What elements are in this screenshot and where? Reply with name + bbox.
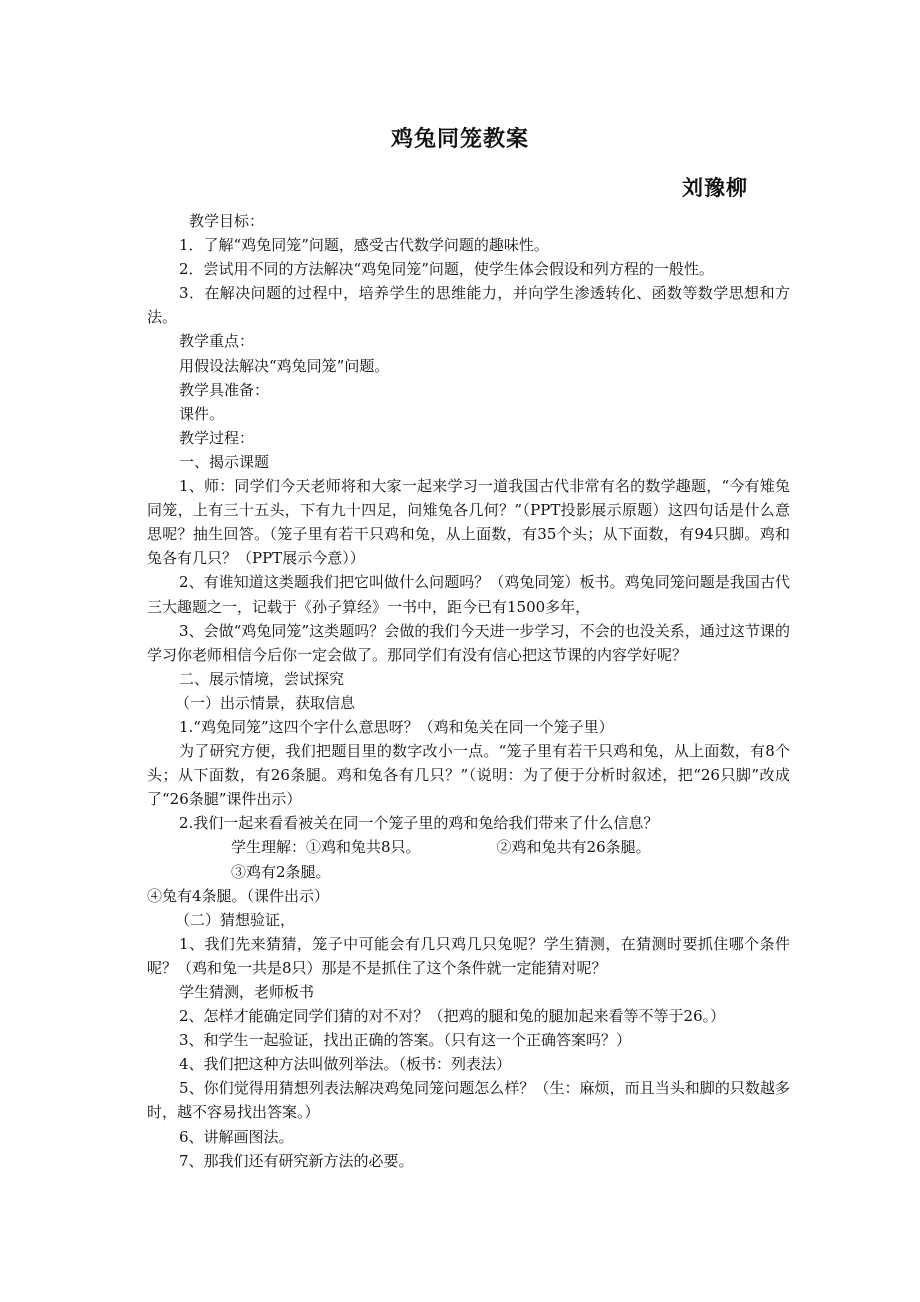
paragraph: 3、会做“鸡兔同笼”这类题吗？会做的我们今天进一步学习，不会的也没关系，通过这节课的学习你老师相信今后你一定会做了。那同学们有没有信心把这节课的内容学好呢？ xyxy=(147,621,790,664)
section-heading: 教学目标： xyxy=(189,212,265,230)
info-item: ②鸡和兔共有26条腿。 xyxy=(496,838,651,857)
info-item: 学生理解：①鸡和兔共8只。 xyxy=(231,838,421,857)
paragraph: 2、有谁知道这类题我们把它叫做什么问题吗？（鸡兔同笼）板书。鸡兔同笼问题是我国古代三大趣题之一，记载于《孙子算经》一书中，距今已有1500多年， xyxy=(147,573,790,616)
paragraph: 1．了解“鸡兔同笼”问题，感受古代数学问题的趣味性。 xyxy=(179,236,549,255)
paragraph: 2．尝试用不同的方法解决“鸡兔同笼”问题，使学生体会假设和列方程的一般性。 xyxy=(179,260,714,279)
subsection-heading: （二）猜想验证， xyxy=(175,910,296,929)
paragraph: 3、和学生一起验证，找出正确的答案。（只有这一个正确答案吗？） xyxy=(179,1031,632,1050)
section-heading: 教学重点： xyxy=(179,332,255,351)
page-title: 鸡兔同笼教案 xyxy=(390,127,529,152)
paragraph: 1、我们先来猜猜，笼子中可能会有几只鸡几只兔呢？学生猜测，在猜测时要抓住哪个条件呢？（鸡和兔一共是8只）那是不是抓住了这个条件就一定能猜对呢？ xyxy=(147,934,790,977)
section-heading: 教学具准备： xyxy=(179,380,270,399)
paragraph: 5、你们觉得用猜想列表法解决鸡兔同笼问题怎么样？（生：麻烦，而且当头和脚的只数越多时，越不容易找出答案。） xyxy=(147,1079,790,1122)
paragraph: 课件。 xyxy=(179,404,225,423)
paragraph: 2、怎样才能确定同学们猜的对不对？（把鸡的腿和兔的腿加起来看等不等于26。） xyxy=(179,1007,726,1026)
subsection-heading: （一）出示情景，获取信息 xyxy=(175,693,356,712)
paragraph: 1、师：同学们今天老师将和大家一起来学习一道我国古代非常有名的数学趣题，“今有雉兔同笼，上有三十五头，下有九十四足，问雉兔各几何？”（PPT投影展示原题）这四句话是什么意思呢？抽生回答。（笼子里有若干只鸡和兔，从上面数，有35个头；从下面数，有94只脚。鸡和兔各有几只？（PPT展示今意）） xyxy=(147,477,790,568)
info-list xyxy=(147,835,790,883)
paragraph: 6、讲解画图法。 xyxy=(179,1127,294,1146)
paragraph: 学生猜测，老师板书 xyxy=(179,983,315,1001)
section-heading: 二、展示情境，尝试探究 xyxy=(179,669,345,688)
section-heading: 一、揭示课题 xyxy=(179,452,270,471)
paragraph: 4、我们把这种方法叫做列举法。（板书：列表法） xyxy=(179,1055,512,1074)
paragraph: 为了研究方便，我们把题目里的数字改小一点。“笼子里有若干只鸡和兔，从上面数，有8个头；从下面数，有26条腿。鸡和兔各有几只？”（说明：为了便于分析时叙述，把“26只脚”改成了“26条腿”课件出示） xyxy=(147,742,790,809)
paragraph: ④兔有4条腿。（课件出示） xyxy=(147,886,330,905)
paragraph: 用假设法解决“鸡兔同笼”问题。 xyxy=(179,356,390,375)
paragraph: 3．在解决问题的过程中，培养学生的思维能力，并向学生渗透转化、函数等数学思想和方法。 xyxy=(147,284,790,327)
document-body xyxy=(147,209,790,1173)
author-name: 刘豫柳 xyxy=(682,176,748,200)
section-heading: 教学过程： xyxy=(179,428,255,447)
info-item: ③鸡有2条腿。 xyxy=(231,862,331,881)
paragraph: 2.我们一起来看看被关在同一个笼子里的鸡和兔给我们带来了什么信息？ xyxy=(179,814,659,833)
paragraph: 1.“鸡兔同笼”这四个字什么意思呀？（鸡和兔关在同一个笼子里） xyxy=(179,717,614,736)
paragraph: 7、那我们还有研究新方法的必要。 xyxy=(179,1151,414,1170)
